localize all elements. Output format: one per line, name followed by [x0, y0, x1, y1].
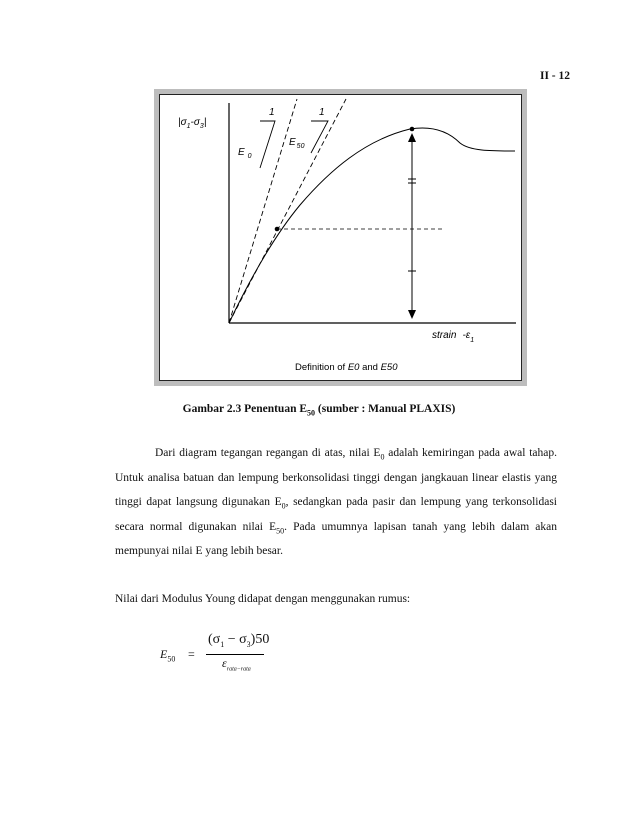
page-number: II - 12: [539, 70, 570, 82]
e50-formula: [160, 630, 280, 680]
formula-numerator: $(\sigma_1 - \sigma_3)50$: [208, 632, 270, 649]
paragraph-modulus-young: Nilai dari Modulus Young didapat dengan menggunakan rumus:: [115, 593, 411, 605]
e0-slope-value: 1: [269, 107, 275, 118]
stress-strain-diagram: [160, 95, 521, 380]
formula-lhs: $E_{50}$: [160, 647, 176, 664]
e0-label: E $_0$: [238, 147, 252, 160]
arrow-head-bottom: [408, 310, 416, 319]
e50-label: $E_{50}$: [289, 137, 305, 150]
x-axis-label: strain $-\varepsilon_1$: [432, 330, 475, 344]
e50-slope-value: 1: [319, 107, 325, 118]
figure-caption: Gambar 2.3 Penentuan $E_{50}$ (sumber : Manual PLAXIS): [182, 403, 456, 418]
formula-denominator: $\varepsilon_{rata-rata}$: [222, 656, 251, 673]
paragraph-e0-e50: Dari diagram tegangan regangan di atas, nilai $E_0$ adalah kemiringan pada awal tahap. Untuk analisa batuan dan lempung berkonsolidasi tinggi dengan jangkauan linear elastis yang tinggi dapat langsung digunakan $E_0$, sedangkan pada pasir dan lempung yang terkonsolidasi secara normal digunakan nilai $E_{50}$. Pada umumnya lapisan tanah yang lebih dalam akan mempunyai nilai E yang lebih besar.: [115, 447, 557, 557]
y-axis-label: $|\sigma_1-\sigma_3|$: [178, 117, 207, 130]
arrow-head-top: [408, 133, 416, 142]
formula-fraction-bar: [206, 654, 264, 655]
figure-panel: [159, 94, 522, 381]
formula-equals: =: [188, 647, 195, 661]
stress-strain-curve: [229, 128, 515, 323]
e50-secant-line: [229, 99, 346, 323]
e0-tangent-line: [229, 99, 297, 323]
e50-slope-marker: [311, 121, 328, 153]
figure-inner-caption: Definition of E0 and E50: [295, 362, 398, 373]
e0-slope-marker: [260, 121, 275, 168]
figure-frame: [154, 89, 527, 386]
peak-point: [410, 127, 415, 132]
